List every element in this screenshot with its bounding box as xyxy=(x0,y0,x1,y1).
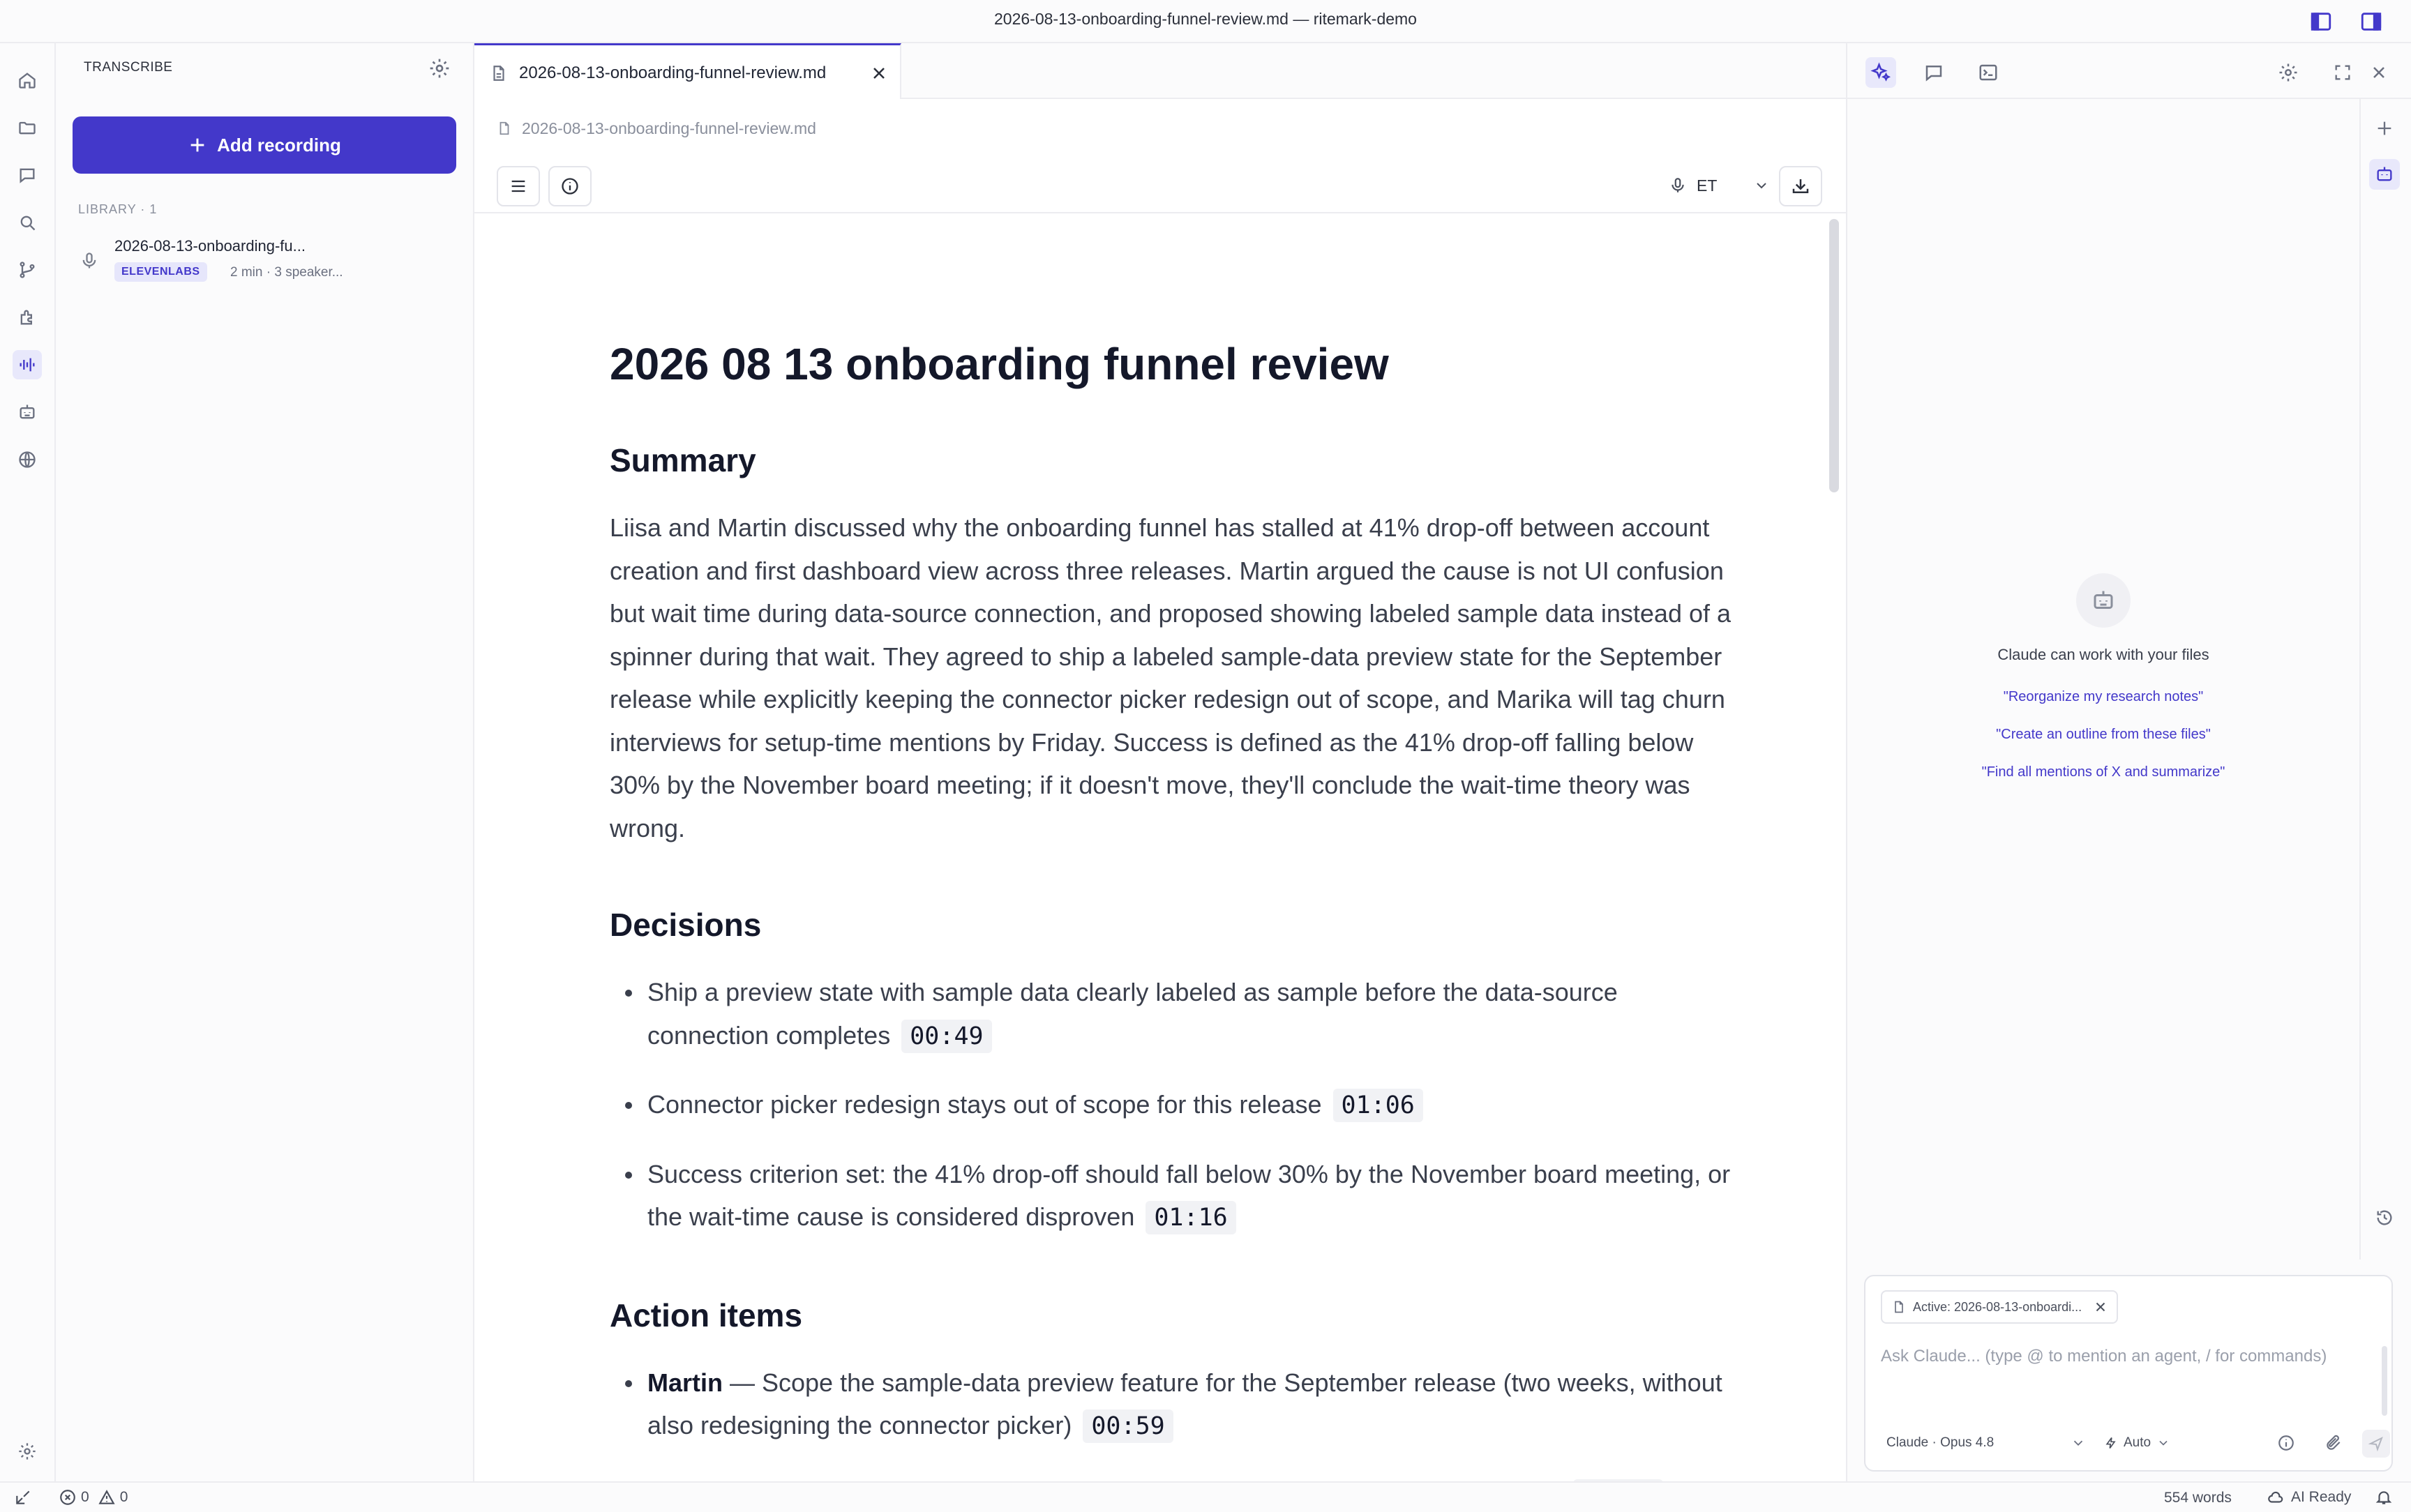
ai-assistant-panel xyxy=(1846,43,2411,1481)
transcribe-sidebar xyxy=(56,43,474,1481)
add-recording-label: Add recording xyxy=(217,134,341,156)
timestamp[interactable]: 01:16 xyxy=(1146,1201,1235,1234)
library-label: LIBRARY xyxy=(78,202,137,216)
agent-bot-icon[interactable] xyxy=(2369,159,2400,190)
info-icon xyxy=(560,176,580,196)
timestamp[interactable]: 01:06 xyxy=(1333,1089,1423,1122)
warning-count: 0 xyxy=(119,1489,128,1505)
composer-controls xyxy=(1881,1428,2383,1459)
add-recording-button[interactable] xyxy=(73,116,456,174)
decisions-list xyxy=(610,971,1740,1240)
editor-tab-bar xyxy=(474,43,1846,99)
decision-text: Connector picker redesign stays out of scope for this release xyxy=(647,1090,1322,1119)
attach-paperclip-icon[interactable] xyxy=(2324,1434,2343,1452)
ai-empty-state xyxy=(1847,573,2359,802)
language-code: ET xyxy=(1697,176,1718,195)
decision-item xyxy=(610,1153,1740,1240)
remote-connection-icon[interactable] xyxy=(14,1488,32,1506)
summary-paragraph: Liisa and Martin discussed why the onboarding funnel has stalled at 41% drop-off between account creation and first dashboard view across three releases. Martin argued the cause is not UI confusion but wait time during data-source connection, and proposed showing labeled sample data instead of a spinner during that wait. They agreed to ship a labeled sample-data preview state for the September release while explicitly keeping the connector picker redesign out of scope, and Marika will tag churn interviews for setup-time mentions by Friday. Success is defined as the 41% drop-off falling below 30% by the November board meeting; if it doesn't move, they'll conclude the wait-time theory was wrong. xyxy=(610,513,1732,842)
dictation-language-select[interactable] xyxy=(1669,172,1770,199)
ai-status[interactable] xyxy=(2266,1488,2351,1506)
library-header xyxy=(78,202,157,217)
action-item xyxy=(610,1361,1740,1449)
search-icon[interactable] xyxy=(13,208,42,237)
provider-badge: ELEVENLABS xyxy=(114,262,207,282)
file-icon xyxy=(1892,1299,1906,1315)
active-file-chip[interactable] xyxy=(1881,1290,2118,1324)
close-icon[interactable] xyxy=(2364,57,2394,88)
action-items-heading: Action items xyxy=(610,1296,803,1333)
suggestion-prompt[interactable]: "Create an outline from these files" xyxy=(1996,727,2211,742)
gear-icon[interactable] xyxy=(428,57,451,80)
action-owner: Martin xyxy=(647,1368,723,1397)
microphone-icon xyxy=(80,251,99,271)
suggestion-prompt[interactable]: "Reorganize my research notes" xyxy=(2003,689,2204,704)
library-count: · 1 xyxy=(140,202,158,216)
info-icon[interactable] xyxy=(2277,1434,2295,1452)
tab-label: 2026-08-13-onboarding-funnel-review.md xyxy=(519,63,827,82)
warning-icon xyxy=(98,1488,116,1506)
decision-item xyxy=(610,1083,1740,1128)
tab-onboarding-funnel-review[interactable] xyxy=(474,43,901,99)
summary-heading: Summary xyxy=(610,442,756,478)
ai-side-rail xyxy=(2359,99,2411,1260)
outline-menu-button[interactable] xyxy=(497,166,540,206)
editor-scrollbar[interactable] xyxy=(1829,219,1839,492)
new-chat-plus-icon[interactable] xyxy=(2369,113,2400,144)
recording-meta: 2 min · 3 speaker... xyxy=(230,265,343,280)
model-select[interactable] xyxy=(1886,1435,2086,1451)
history-icon[interactable] xyxy=(2369,1202,2400,1233)
mode-label: Auto xyxy=(2124,1435,2151,1450)
plus-icon xyxy=(188,135,207,155)
window-title: 2026-08-13-onboarding-funnel-review.md — ritemark-demo xyxy=(994,10,1417,28)
breadcrumb-file[interactable]: 2026-08-13-onboarding-funnel-review.md xyxy=(522,119,816,137)
recording-title: 2026-08-13-onboarding-fu... xyxy=(114,237,306,255)
document-content xyxy=(610,331,1740,1512)
lightning-icon xyxy=(2104,1436,2118,1450)
editor-area xyxy=(474,43,1846,1481)
problems-indicator[interactable] xyxy=(59,1488,128,1506)
remove-chip-icon[interactable] xyxy=(2093,1299,2108,1315)
decision-item xyxy=(610,971,1740,1058)
activity-bar xyxy=(0,43,56,1481)
decisions-heading: Decisions xyxy=(610,907,762,943)
model-label: Claude · Opus 4.8 xyxy=(1886,1435,1995,1450)
send-icon xyxy=(2368,1435,2384,1452)
toggle-right-panel-icon[interactable] xyxy=(2359,10,2383,33)
decision-text: Success criterion set: the 41% drop-off should fall below 30% by the November board meeting, or the wait-time cause is considered disproven xyxy=(647,1159,1731,1231)
error-icon xyxy=(59,1488,77,1506)
title-bar xyxy=(0,0,2411,43)
terminal-icon[interactable] xyxy=(1973,57,2004,88)
send-button[interactable] xyxy=(2362,1430,2390,1458)
chevron-down-icon xyxy=(2156,1436,2170,1450)
chat-composer xyxy=(1864,1275,2393,1472)
cloud-icon xyxy=(2266,1488,2285,1506)
extensions-icon[interactable] xyxy=(13,303,42,332)
menu-icon xyxy=(509,176,528,196)
breadcrumb[interactable] xyxy=(497,116,816,141)
info-button[interactable] xyxy=(548,166,592,206)
editor-toolbar xyxy=(474,156,1846,213)
transcribe-waveform-icon[interactable] xyxy=(13,350,42,379)
ai-tagline: Claude can work with your files xyxy=(1997,646,2209,663)
ask-claude-input[interactable]: Ask Claude... (type @ to mention an agent, / for commands) xyxy=(1881,1347,2327,1366)
word-count: 554 words xyxy=(2164,1490,2232,1506)
ai-panel-header xyxy=(1847,43,2411,99)
status-bar xyxy=(0,1481,2411,1512)
globe-icon[interactable] xyxy=(13,445,42,474)
timestamp[interactable]: 00:59 xyxy=(1083,1409,1173,1443)
file-icon xyxy=(497,120,512,137)
error-count: 0 xyxy=(81,1489,89,1505)
file-icon xyxy=(490,63,508,83)
toggle-left-sidebar-icon[interactable] xyxy=(2309,10,2333,33)
action-text: — Scope the sample-data preview feature for the September release (two weeks, without also redesigning the connector picker) xyxy=(647,1368,1722,1439)
chat-icon[interactable] xyxy=(13,160,42,190)
folder-icon[interactable] xyxy=(13,113,42,142)
gear-icon[interactable] xyxy=(2273,57,2304,88)
input-scrollbar[interactable] xyxy=(2382,1346,2387,1416)
active-file-label: Active: 2026-08-13-onboardi... xyxy=(1913,1300,2082,1314)
source-control-icon[interactable] xyxy=(13,255,42,285)
agent-bot-icon[interactable] xyxy=(13,398,42,427)
ai-sparkle-icon[interactable] xyxy=(1865,57,1896,88)
sidebar-title: TRANSCRIBE xyxy=(84,60,173,75)
mode-select[interactable] xyxy=(2104,1435,2170,1451)
doc-title: 2026 08 13 onboarding funnel review xyxy=(610,339,1389,389)
timestamp[interactable]: 00:49 xyxy=(901,1020,991,1053)
bot-icon xyxy=(2076,573,2131,628)
export-button[interactable] xyxy=(1779,166,1822,206)
expand-icon[interactable] xyxy=(2327,57,2358,88)
recording-list-item[interactable] xyxy=(73,230,456,293)
home-icon[interactable] xyxy=(13,66,42,95)
close-tab-icon[interactable] xyxy=(869,63,889,83)
microphone-icon xyxy=(1669,176,1687,195)
settings-gear-icon[interactable] xyxy=(13,1437,42,1466)
download-icon xyxy=(1790,176,1811,197)
ai-status-label: AI Ready xyxy=(2291,1489,2352,1505)
chat-icon[interactable] xyxy=(1918,57,1949,88)
chevron-down-icon xyxy=(1753,177,1770,194)
decision-text: Ship a preview state with sample data clearly labeled as sample before the data-source connection completes xyxy=(647,978,1618,1050)
notifications-bell-icon[interactable] xyxy=(2375,1488,2393,1506)
chevron-down-icon xyxy=(2071,1435,2086,1451)
suggestion-prompt[interactable]: "Find all mentions of X and summarize" xyxy=(1981,764,2225,780)
